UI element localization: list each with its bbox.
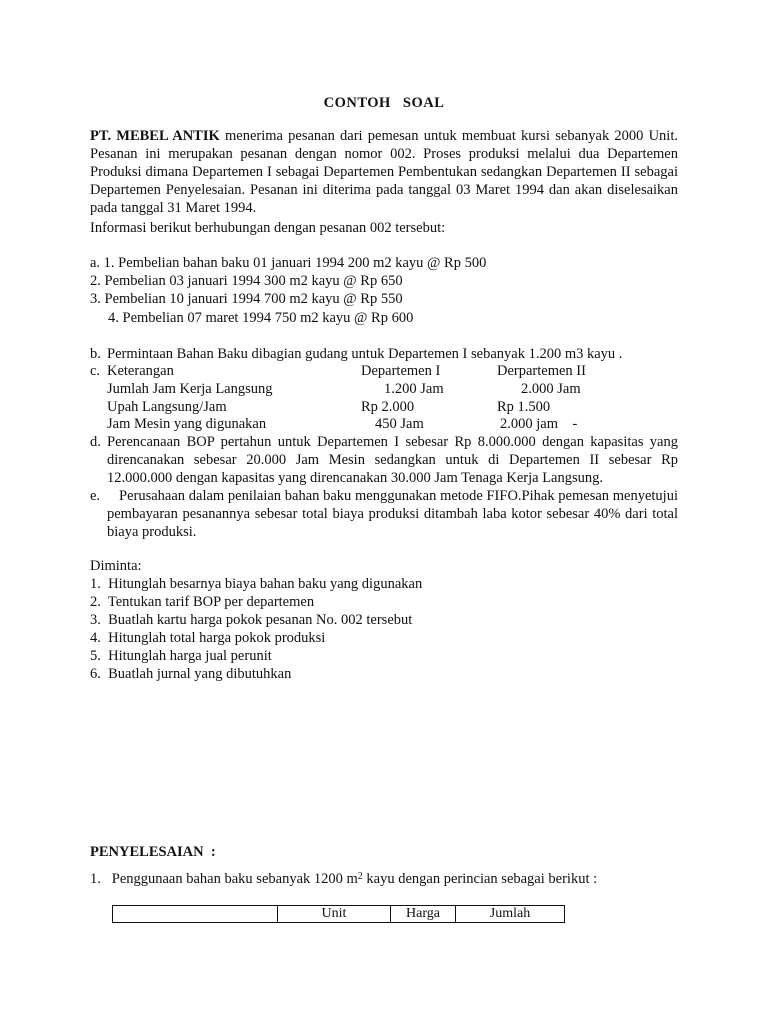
row-dept-1: 450 Jam (375, 416, 424, 432)
header-cell-jumlah: Jumlah (456, 906, 565, 923)
header-cell-blank (113, 906, 278, 923)
diminta-item-3: 3. Buatlah kartu harga pokok pesanan No. 002 tersebut (90, 612, 413, 628)
item-c-row-2 (107, 398, 667, 416)
purchase-line-3: 3. Pembelian 10 januari 1994 700 m2 kayu @ Rp 550 (90, 291, 403, 307)
row-dept-1: 1.200 Jam (384, 381, 444, 397)
purchase-line-2: 2. Pembelian 03 januari 1994 300 m2 kayu @ Rp 650 (90, 273, 403, 289)
item-e-marker: e. (90, 488, 101, 504)
diminta-item-1: 1. Hitunglah besarnya biaya bahan baku yang digunakan (90, 576, 423, 592)
intro-paragraph (90, 127, 678, 217)
document-title: CONTOH SOAL (323, 95, 445, 111)
purchase-line-4: 4. Pembelian 07 maret 1994 750 m2 kayu @ Rp 600 (108, 310, 414, 326)
row-label: Jam Mesin yang digunakan (107, 416, 267, 432)
row-dept-2: 2.000 Jam (521, 381, 581, 397)
row-dept-2: Rp 1.500 (497, 399, 551, 415)
item-d (90, 433, 678, 487)
row-label: Jumlah Jam Kerja Langsung (107, 381, 273, 397)
item-b-marker: b. (90, 346, 101, 362)
header-departemen-2: Derpartemen II (497, 363, 586, 379)
item-d-text: Perencanaan BOP pertahun untuk Departemen I sebesar Rp 8.000.000 dengan kapasitas yang direncanakan sebesar 20.000 Jam Mesin sedangkan untuk di Departemen II sebesar Rp 12.000.000 dengan kapasitas yang direncanakan 30.000 Jam Tenaga Kerja Langsung. (107, 434, 678, 486)
header-cell-harga: Harga (391, 906, 456, 923)
item-c-row-3 (107, 415, 667, 433)
item-d-marker: d. (90, 434, 101, 450)
diminta-item-5: 5. Hitunglah harga jual perunit (90, 648, 272, 664)
header-cell-unit: Unit (278, 906, 391, 923)
header-keterangan: Keterangan (107, 363, 174, 379)
header-departemen-1: Departemen I (361, 363, 441, 379)
intro-text: menerima pesanan dari pemesan untuk membuat kursi sebanyak 2000 Unit. Pesanan ini merupakan pesanan dengan nomor 002. Proses produksi melalui dua Departemen Produksi dimana Departemen I sebagai Departemen Pembentukan sedangkan Departemen II sebagai Departemen Penyelesaian. Pesanan ini diterima pada tanggal 03 Maret 1994 dan akan diselesaikan pada tanggal 31 Maret 1994. (90, 128, 678, 216)
row-dept-1: Rp 2.000 (361, 399, 415, 415)
step-1-text-after: kayu dengan perincian sebagai berikut : (362, 871, 598, 887)
company-name: PT. MEBEL ANTIK (90, 128, 220, 144)
row-label: Upah Langsung/Jam (107, 399, 227, 415)
penyelesaian-heading: PENYELESAIAN : (90, 844, 216, 860)
item-c-row-1 (107, 380, 667, 398)
step-1-text-before: 1. Penggunaan bahan baku sebanyak 1200 m (90, 871, 358, 887)
diminta-item-4: 4. Hitunglah total harga pokok produksi (90, 630, 326, 646)
step-1-superscript: 2 (357, 871, 363, 882)
purchase-line-1: a. 1. Pembelian bahan baku 01 januari 1994 200 m2 kayu @ Rp 500 (90, 255, 487, 271)
item-e-text: Perusahaan dalam penilaian bahan baku menggunakan metode FIFO.Pihak pemesan menyetujui pembayaran pesanannya sebesar total biaya produksi ditambah laba kotor sebesar 40% dari total biaya produksi. (107, 488, 678, 540)
item-c-marker: c. (90, 363, 101, 379)
diminta-label: Diminta: (90, 558, 142, 574)
info-line: Informasi berikut berhubungan dengan pesanan 002 tersebut: (90, 220, 446, 236)
item-e (90, 487, 678, 541)
diminta-item-6: 6. Buatlah jurnal yang dibutuhkan (90, 666, 292, 682)
table-header-row (113, 906, 565, 923)
material-usage-table (112, 905, 565, 923)
diminta-item-2: 2. Tentukan tarif BOP per departemen (90, 594, 315, 610)
item-c-header-row (107, 362, 667, 380)
penyelesaian-step-1 (90, 870, 597, 890)
item-b-text: Permintaan Bahan Baku dibagian gudang untuk Departemen I sebanyak 1.200 m3 kayu . (107, 346, 623, 362)
row-dept-2: 2.000 jam - (500, 416, 578, 432)
